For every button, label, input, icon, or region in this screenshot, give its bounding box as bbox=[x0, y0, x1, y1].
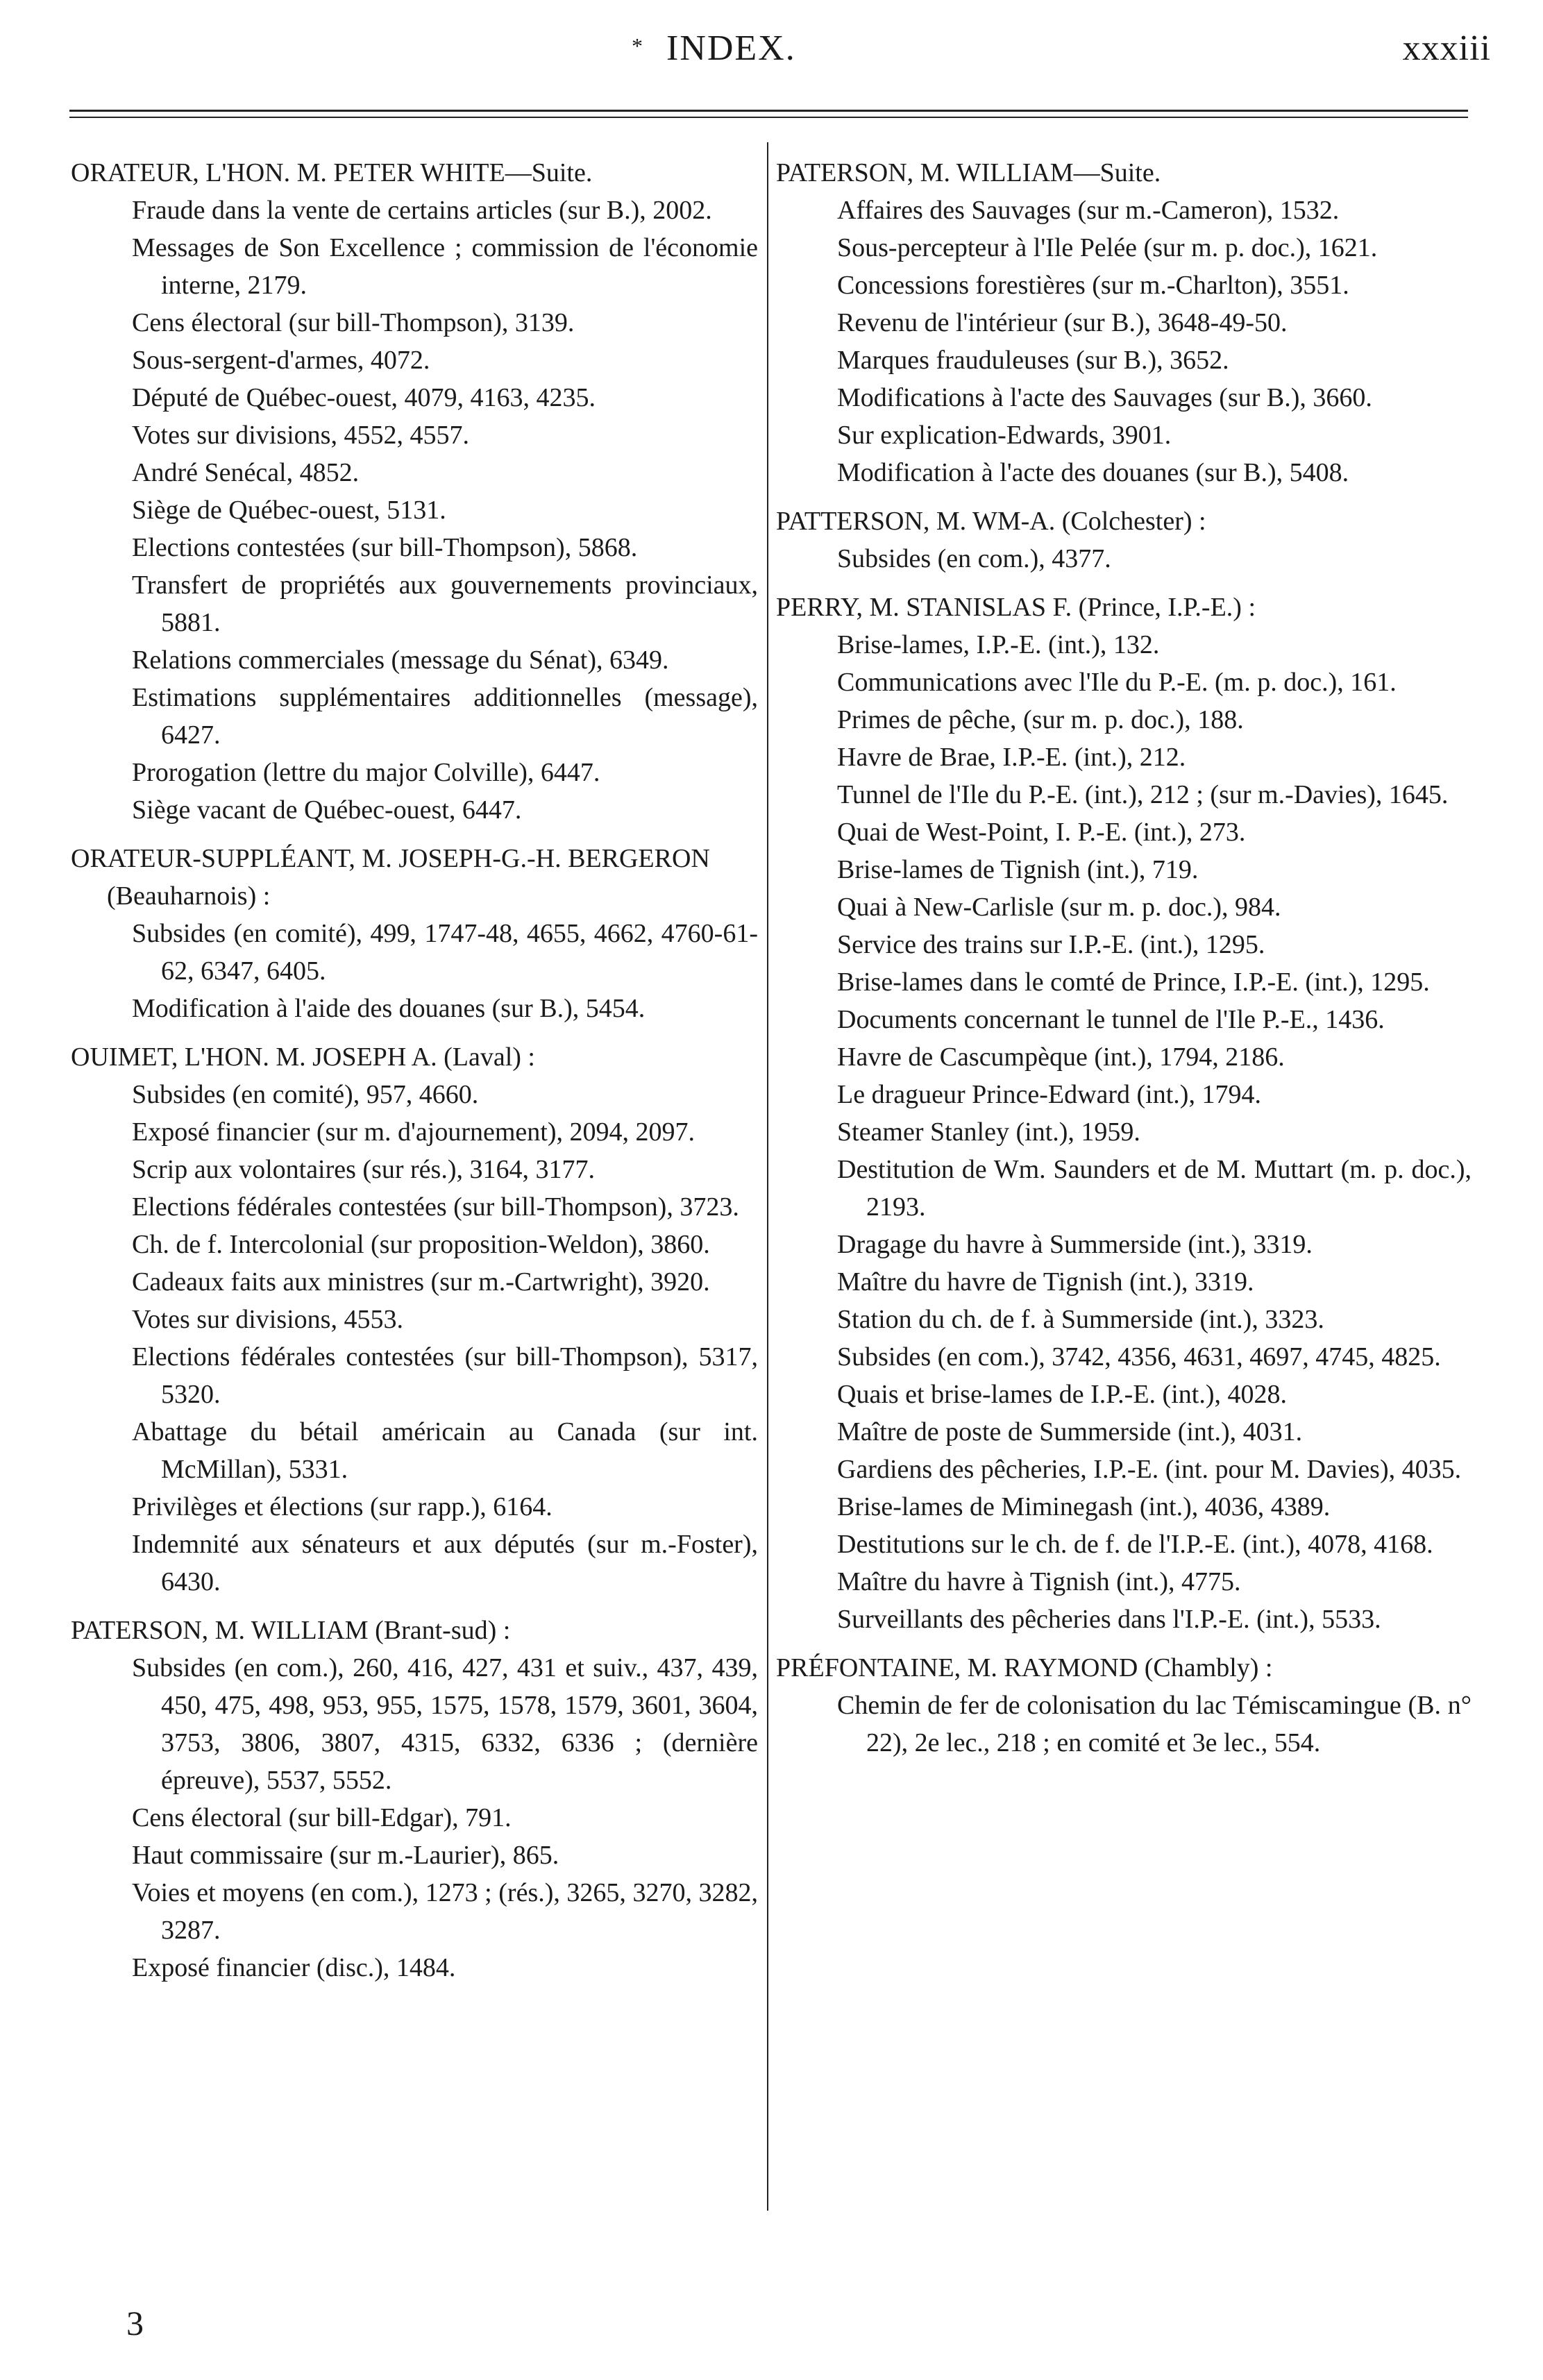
entry-item: Relations commerciales (message du Sénat), 6349. bbox=[132, 645, 669, 675]
left-column bbox=[71, 154, 758, 1998]
entry-item: Havre de Cascumpèque (int.), 1794, 2186. bbox=[837, 1043, 1285, 1072]
entry-item: Elections fédérales contestées (sur bill-Thompson), 5317, 5320. bbox=[132, 1342, 758, 1409]
entry-item: Cens électoral (sur bill-Thompson), 3139. bbox=[132, 308, 575, 337]
signature-number: 3 bbox=[126, 2304, 144, 2343]
column-divider bbox=[767, 142, 768, 2211]
index-entry bbox=[71, 154, 758, 829]
entry-item: Haut commissaire (sur m.-Laurier), 865. bbox=[132, 1841, 559, 1870]
entry-item: Steamer Stanley (int.), 1959. bbox=[837, 1117, 1140, 1147]
entry-item: Marques frauduleuses (sur B.), 3652. bbox=[837, 346, 1229, 375]
entry-item: Quais et brise-lames de I.P.-E. (int.), 4028. bbox=[837, 1380, 1287, 1409]
entry-item: Concessions forestières (sur m.-Charlton), 3551. bbox=[837, 271, 1349, 300]
entry-item: Subsides (en com.), 3742, 4356, 4631, 4697, 4745, 4825. bbox=[837, 1342, 1441, 1372]
entry-item: Messages de Son Excellence ; commission de l'économie interne, 2179. bbox=[132, 233, 758, 300]
entry-item: Modification à l'acte des douanes (sur B.), 5408. bbox=[837, 458, 1349, 487]
entry-item: Privilèges et élections (sur rapp.), 6164. bbox=[132, 1492, 553, 1521]
index-entry bbox=[776, 1649, 1472, 1762]
index-entry bbox=[776, 503, 1472, 577]
entry-item: Chemin de fer de colonisation du lac Témiscamingue (B. n° 22), 2e lec., 218 ; en comité et 3e lec., 554. bbox=[837, 1691, 1472, 1757]
entry-item: Affaires des Sauvages (sur m.-Cameron), 1532. bbox=[837, 196, 1340, 225]
entry-heading: ORATEUR, L'HON. M. PETER WHITE—Suite. bbox=[71, 158, 593, 187]
header-rule-bottom bbox=[69, 117, 1468, 118]
entry-item: André Senécal, 4852. bbox=[132, 458, 360, 487]
entry-item: Modification à l'aide des douanes (sur B.), 5454. bbox=[132, 994, 646, 1023]
entry-heading: PRÉFONTAINE, M. RAYMOND (Chambly) : bbox=[776, 1653, 1273, 1682]
entry-item: Brise-lames de Tignish (int.), 719. bbox=[837, 855, 1199, 884]
entry-item: Communications avec l'Ile du P.-E. (m. p. doc.), 161. bbox=[837, 668, 1397, 697]
entry-item: Destitutions sur le ch. de f. de l'I.P.-E. (int.), 4078, 4168. bbox=[837, 1530, 1433, 1559]
entry-item: Brise-lames de Miminegash (int.), 4036, 4389. bbox=[837, 1492, 1331, 1521]
entry-item: Primes de pêche, (sur m. p. doc.), 188. bbox=[837, 705, 1244, 734]
entry-item: Service des trains sur I.P.-E. (int.), 1295. bbox=[837, 930, 1265, 959]
entry-item: Exposé financier (disc.), 1484. bbox=[132, 1953, 456, 1982]
entry-heading: OUIMET, L'HON. M. JOSEPH A. (Laval) : bbox=[71, 1043, 535, 1072]
entry-item: Maître du havre à Tignish (int.), 4775. bbox=[837, 1567, 1241, 1596]
entry-item: Quai à New-Carlisle (sur m. p. doc.), 984. bbox=[837, 893, 1281, 922]
entry-item: Sur explication-Edwards, 3901. bbox=[837, 421, 1172, 450]
entry-item: Gardiens des pêcheries, I.P.-E. (int. pour M. Davies), 4035. bbox=[837, 1455, 1462, 1484]
entry-item: Ch. de f. Intercolonial (sur proposition-Weldon), 3860. bbox=[132, 1230, 710, 1259]
entry-item: Estimations supplémentaires additionnelles (message), 6427. bbox=[132, 683, 758, 750]
entry-item: Surveillants des pêcheries dans l'I.P.-E. (int.), 5533. bbox=[837, 1605, 1381, 1634]
index-entry bbox=[71, 840, 758, 1027]
entry-item: Sous-sergent-d'armes, 4072. bbox=[132, 346, 430, 375]
entry-item: Subsides (en com.), 260, 416, 427, 431 et suiv., 437, 439, 450, 475, 498, 953, 955, 1575, 1578, 1579, 3601, 3604, 3753, 3806, 3807, 4315, 6332, 6336 ; (dernière épreuve), 5537, 5552. bbox=[132, 1653, 758, 1795]
entry-item: Votes sur divisions, 4552, 4557. bbox=[132, 421, 469, 450]
entry-item: Subsides (en comité), 499, 1747-48, 4655, 4662, 4760-61-62, 6347, 6405. bbox=[132, 919, 758, 986]
index-entry bbox=[71, 1038, 758, 1601]
entry-item: Cadeaux faits aux ministres (sur m.-Cartwright), 3920. bbox=[132, 1267, 710, 1297]
index-entry bbox=[71, 1612, 758, 1986]
entry-item: Le dragueur Prince-Edward (int.), 1794. bbox=[837, 1080, 1261, 1109]
entry-heading: PERRY, M. STANISLAS F. (Prince, I.P.-E.) : bbox=[776, 593, 1256, 622]
entry-item: Quai de West-Point, I. P.-E. (int.), 273. bbox=[837, 818, 1246, 847]
entry-item: Modifications à l'acte des Sauvages (sur B.), 3660. bbox=[837, 383, 1372, 412]
entry-heading: PATERSON, M. WILLIAM—Suite. bbox=[776, 158, 1161, 187]
entry-heading: PATTERSON, M. WM-A. (Colchester) : bbox=[776, 507, 1206, 536]
entry-item: Fraude dans la vente de certains articles (sur B.), 2002. bbox=[132, 196, 712, 225]
entry-item: Destitution de Wm. Saunders et de M. Muttart (m. p. doc.), 2193. bbox=[837, 1155, 1472, 1222]
entry-item: Siège vacant de Québec-ouest, 6447. bbox=[132, 795, 522, 825]
entry-item: Cens électoral (sur bill-Edgar), 791. bbox=[132, 1803, 512, 1832]
entry-item: Exposé financier (sur m. d'ajournement), 2094, 2097. bbox=[132, 1117, 695, 1147]
entry-item: Subsides (en comité), 957, 4660. bbox=[132, 1080, 479, 1109]
entry-item: Voies et moyens (en com.), 1273 ; (rés.), 3265, 3270, 3282, 3287. bbox=[132, 1878, 758, 1945]
entry-item: Elections fédérales contestées (sur bill-Thompson), 3723. bbox=[132, 1192, 739, 1222]
entry-item: Maître du havre de Tignish (int.), 3319. bbox=[837, 1267, 1254, 1297]
entry-item: Député de Québec-ouest, 4079, 4163, 4235. bbox=[132, 383, 596, 412]
page-header bbox=[0, 0, 1543, 104]
page-title: INDEX. bbox=[666, 28, 796, 68]
header-rule-top bbox=[69, 110, 1468, 112]
page-number: xxxiii bbox=[1402, 28, 1491, 68]
entry-item: Maître de poste de Summerside (int.), 4031. bbox=[837, 1417, 1303, 1446]
entry-item: Brise-lames, I.P.-E. (int.), 132. bbox=[837, 630, 1160, 659]
entry-item: Brise-lames dans le comté de Prince, I.P.-E. (int.), 1295. bbox=[837, 968, 1430, 997]
index-entry bbox=[776, 154, 1472, 491]
entry-heading: PATERSON, M. WILLIAM (Brant-sud) : bbox=[71, 1616, 511, 1645]
entry-item: Tunnel de l'Ile du P.-E. (int.), 212 ; (sur m.-Davies), 1645. bbox=[837, 780, 1449, 809]
entry-item: Havre de Brae, I.P.-E. (int.), 212. bbox=[837, 743, 1186, 772]
entry-item: Sous-percepteur à l'Ile Pelée (sur m. p. doc.), 1621. bbox=[837, 233, 1378, 262]
entry-item: Documents concernant le tunnel de l'Ile P.-E., 1436. bbox=[837, 1005, 1385, 1034]
index-entry bbox=[776, 589, 1472, 1638]
header-mark: * bbox=[632, 33, 643, 58]
entry-heading: ORATEUR-SUPPLÉANT, M. JOSEPH-G.-H. BERGERON (Beauharnois) : bbox=[71, 844, 710, 911]
entry-item: Siège de Québec-ouest, 5131. bbox=[132, 496, 446, 525]
entry-item: Subsides (en com.), 4377. bbox=[837, 544, 1111, 573]
entry-item: Dragage du havre à Summerside (int.), 3319. bbox=[837, 1230, 1313, 1259]
entry-item: Scrip aux volontaires (sur rés.), 3164, 3177. bbox=[132, 1155, 595, 1184]
right-column bbox=[776, 154, 1472, 1773]
entry-item: Station du ch. de f. à Summerside (int.), 3323. bbox=[837, 1305, 1324, 1334]
entry-item: Abattage du bétail américain au Canada (sur int. McMillan), 5331. bbox=[132, 1417, 758, 1484]
entry-item: Votes sur divisions, 4553. bbox=[132, 1305, 403, 1334]
entry-item: Indemnité aux sénateurs et aux députés (sur m.-Foster), 6430. bbox=[132, 1530, 758, 1596]
entry-item: Transfert de propriétés aux gouvernements provinciaux, 5881. bbox=[132, 571, 758, 637]
entry-item: Elections contestées (sur bill-Thompson), 5868. bbox=[132, 533, 638, 562]
entry-item: Revenu de l'intérieur (sur B.), 3648-49-50. bbox=[837, 308, 1288, 337]
entry-item: Prorogation (lettre du major Colville), 6447. bbox=[132, 758, 600, 787]
